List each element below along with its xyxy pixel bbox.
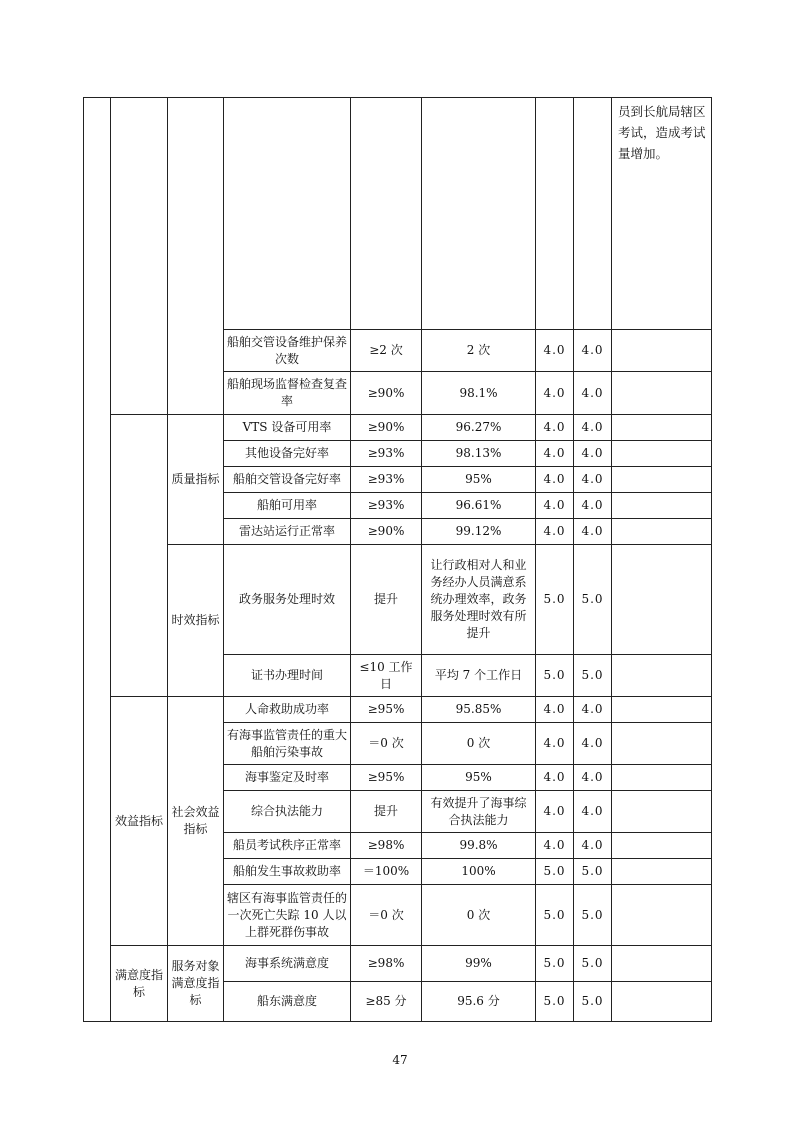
note-cell [612, 982, 712, 1022]
actual-cell: 99.8% [422, 833, 536, 859]
note-cell [612, 372, 712, 415]
deviation-note: 员到长航局辖区考试，造成考试量增加。 [612, 98, 712, 330]
score-cell: 4.0 [574, 723, 612, 765]
actual-cell: 95.85% [422, 697, 536, 723]
score-cell: 4.0 [574, 791, 612, 833]
indicator-cell: 海事鉴定及时率 [224, 765, 351, 791]
weight-cell: 4.0 [536, 415, 574, 441]
target-cell: ＝0 次 [351, 885, 422, 946]
weight-cell: 4.0 [536, 493, 574, 519]
actual-cell: 99.12% [422, 519, 536, 545]
target-cell: ≥98% [351, 833, 422, 859]
note-cell [612, 441, 712, 467]
table-row [84, 545, 712, 655]
indicator-cell: 船舶现场监督检查复查率 [224, 372, 351, 415]
note-cell [612, 946, 712, 982]
target-cell: ≥90% [351, 519, 422, 545]
score-cell: 4.0 [574, 519, 612, 545]
indicator-cell: 船员考试秩序正常率 [224, 833, 351, 859]
score-cell: 5.0 [574, 859, 612, 885]
actual-cell: 有效提升了海事综合执法能力 [422, 791, 536, 833]
score-cell: 5.0 [574, 982, 612, 1022]
actual-cell: 2 次 [422, 330, 536, 372]
indicator-cell: 海事系统满意度 [224, 946, 351, 982]
note-cell [612, 415, 712, 441]
weight-cell: 4.0 [536, 467, 574, 493]
target-cell: ≥2 次 [351, 330, 422, 372]
outer-left-column [84, 98, 111, 1022]
score-cell: 4.0 [574, 467, 612, 493]
target-cell: ＝0 次 [351, 723, 422, 765]
score-cell: 4.0 [574, 415, 612, 441]
table-row [84, 415, 712, 441]
target-cell: ≥93% [351, 493, 422, 519]
weight-cell: 4.0 [536, 697, 574, 723]
actual-cell: 95% [422, 467, 536, 493]
indicator-cell: 船舶交管设备完好率 [224, 467, 351, 493]
table-row [84, 98, 712, 330]
target-cell: 提升 [351, 791, 422, 833]
target-cell: ≥93% [351, 441, 422, 467]
weight-cell: 4.0 [536, 330, 574, 372]
table-row [84, 697, 712, 723]
score-cell: 5.0 [574, 885, 612, 946]
satisfaction-indicator-label: 满意度指标 [111, 946, 168, 1022]
note-cell [612, 330, 712, 372]
note-cell [612, 655, 712, 697]
weight-cell: 4.0 [536, 791, 574, 833]
target-cell: ≥95% [351, 697, 422, 723]
score-cell: 4.0 [574, 697, 612, 723]
note-cell [612, 885, 712, 946]
weight-cell: 4.0 [536, 723, 574, 765]
timeliness-indicator-label: 时效指标 [168, 545, 224, 697]
actual-cell: 100% [422, 859, 536, 885]
score-cell: 4.0 [574, 493, 612, 519]
note-cell [612, 765, 712, 791]
note-cell [612, 791, 712, 833]
target-cell: ≥95% [351, 765, 422, 791]
note-cell [612, 545, 712, 655]
note-cell [612, 467, 712, 493]
indicator-cell: 证书办理时间 [224, 655, 351, 697]
target-cell: ≥93% [351, 467, 422, 493]
service-satisfaction-indicator-label: 服务对象满意度指标 [168, 946, 224, 1022]
target-cell [351, 98, 422, 330]
note-cell [612, 723, 712, 765]
score-cell: 5.0 [574, 655, 612, 697]
indicator-cell: 政务服务处理时效 [224, 545, 351, 655]
weight-cell: 5.0 [536, 885, 574, 946]
indicator-cell [224, 98, 351, 330]
indicator-cell: VTS 设备可用率 [224, 415, 351, 441]
target-cell: 提升 [351, 545, 422, 655]
indicator-cell: 雷达站运行正常率 [224, 519, 351, 545]
score-cell: 4.0 [574, 765, 612, 791]
weight-cell: 5.0 [536, 655, 574, 697]
target-cell: ≥90% [351, 372, 422, 415]
score-cell: 5.0 [574, 946, 612, 982]
actual-cell: 99% [422, 946, 536, 982]
actual-cell: 让行政相对人和业务经办人员满意系统办理效率，政务服务处理时效有所提升 [422, 545, 536, 655]
weight-cell: 4.0 [536, 372, 574, 415]
indicator-cell: 其他设备完好率 [224, 441, 351, 467]
target-cell: ≤10 工作日 [351, 655, 422, 697]
actual-cell: 98.13% [422, 441, 536, 467]
weight-cell: 4.0 [536, 833, 574, 859]
target-cell: ≥85 分 [351, 982, 422, 1022]
indicator-cell: 船东满意度 [224, 982, 351, 1022]
weight-cell: 5.0 [536, 545, 574, 655]
social-benefit-indicator-label: 社会效益指标 [168, 697, 224, 946]
weight-cell: 5.0 [536, 859, 574, 885]
indicator-cell: 船舶可用率 [224, 493, 351, 519]
target-cell: ≥98% [351, 946, 422, 982]
target-cell: ＝100% [351, 859, 422, 885]
weight-cell [536, 98, 574, 330]
actual-cell: 95% [422, 765, 536, 791]
weight-cell: 4.0 [536, 519, 574, 545]
score-cell [574, 98, 612, 330]
indicator-cell: 人命救助成功率 [224, 697, 351, 723]
score-cell: 4.0 [574, 330, 612, 372]
score-cell: 5.0 [574, 545, 612, 655]
note-cell [612, 519, 712, 545]
actual-cell: 98.1% [422, 372, 536, 415]
benefit-indicator-label: 效益指标 [111, 697, 168, 946]
note-cell [612, 859, 712, 885]
indicator-cell: 辖区有海事监管责任的一次死亡失踪 10 人以上群死群伤事故 [224, 885, 351, 946]
weight-cell: 4.0 [536, 765, 574, 791]
target-cell: ≥90% [351, 415, 422, 441]
performance-indicator-table [83, 97, 712, 1022]
actual-cell: 0 次 [422, 723, 536, 765]
weight-cell: 4.0 [536, 441, 574, 467]
actual-cell: 96.27% [422, 415, 536, 441]
actual-cell: 95.6 分 [422, 982, 536, 1022]
actual-cell [422, 98, 536, 330]
category-cell-output [111, 415, 168, 697]
page-number: 47 [392, 1053, 408, 1067]
quality-indicator-label: 质量指标 [168, 415, 224, 545]
note-cell [612, 833, 712, 859]
indicator-cell: 船舶发生事故救助率 [224, 859, 351, 885]
score-cell: 4.0 [574, 372, 612, 415]
subcategory-cell-continued [168, 98, 224, 415]
category-cell-continued [111, 98, 168, 415]
actual-cell: 平均 7 个工作日 [422, 655, 536, 697]
table-row [84, 946, 712, 982]
actual-cell: 0 次 [422, 885, 536, 946]
score-cell: 4.0 [574, 833, 612, 859]
indicator-cell: 船舶交管设备维护保养次数 [224, 330, 351, 372]
indicator-cell: 综合执法能力 [224, 791, 351, 833]
note-cell [612, 493, 712, 519]
weight-cell: 5.0 [536, 946, 574, 982]
weight-cell: 5.0 [536, 982, 574, 1022]
indicator-cell: 有海事监管责任的重大船舶污染事故 [224, 723, 351, 765]
note-cell [612, 697, 712, 723]
score-cell: 4.0 [574, 441, 612, 467]
actual-cell: 96.61% [422, 493, 536, 519]
